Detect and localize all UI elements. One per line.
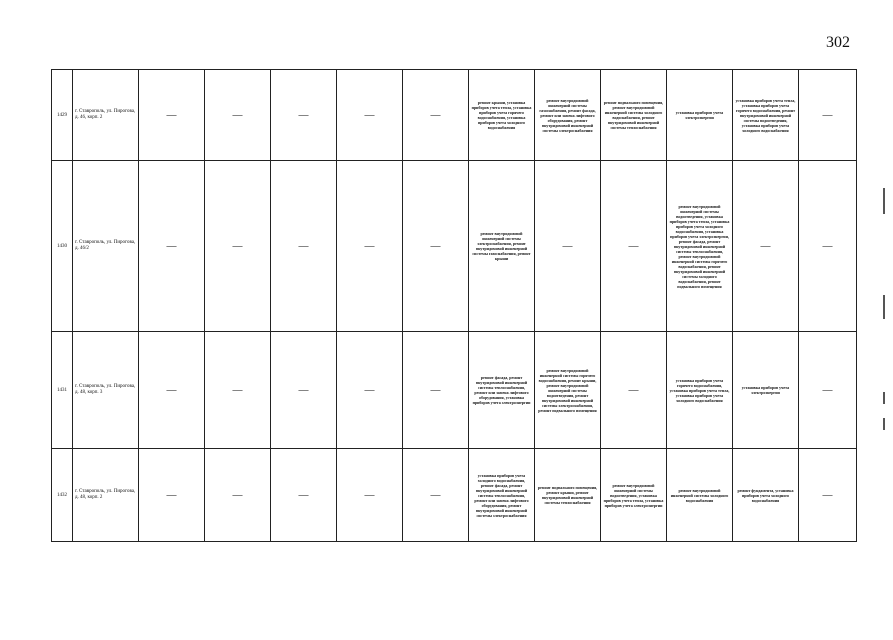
capital-repair-table — [51, 69, 857, 542]
table-cell: — — [601, 332, 667, 449]
work-list-cell: ремонт внутридомовой инженерной системы электроснабжения, ремонт внутридомовой инженерной системы газоснабжения, ремонт крыши — [469, 161, 535, 332]
page-number: 302 — [826, 34, 850, 51]
row-number: 1430 — [52, 161, 73, 332]
table-cell: — — [139, 449, 205, 542]
table-cell: — — [205, 161, 271, 332]
table-cell: — — [799, 161, 857, 332]
table-cell: — — [271, 449, 337, 542]
table-cell: — — [139, 332, 205, 449]
work-list-cell: ремонт внутридомовой инженерной системы холодного водоснабжения — [667, 449, 733, 542]
table-cell: — — [205, 449, 271, 542]
table-cell: — — [205, 70, 271, 161]
work-list-cell: ремонт фундамента, установка приборов учета холодного водоснабжения — [733, 449, 799, 542]
table-cell: — — [205, 332, 271, 449]
work-list-cell: установка приборов учета горячего водоснабжения, установка приборов учета тепла, установка приборов учета холодного водоснабжения — [667, 332, 733, 449]
table-row — [52, 70, 857, 161]
table-row — [52, 449, 857, 542]
table-cell: — — [271, 161, 337, 332]
table-cell: — — [337, 161, 403, 332]
work-list-cell: ремонт подвального помещения, ремонт крыши, ремонт внутридомовой инженерной системы теплоснабжения — [535, 449, 601, 542]
address-cell: г. Ставрополь, ул. Пирогова, д. 48, корп. 2 — [73, 449, 139, 542]
scan-edge-mark — [883, 295, 885, 319]
row-number: 1432 — [52, 449, 73, 542]
table-cell: — — [601, 161, 667, 332]
row-number: 1429 — [52, 70, 73, 161]
work-list-cell: ремонт подвального помещения, ремонт внутридомовой инженерной системы холодного водоснабжения, ремонт внутридомовой инженерной системы теплоснабжения — [601, 70, 667, 161]
scan-edge-mark — [883, 188, 885, 214]
table-cell: — — [535, 161, 601, 332]
table-cell: — — [337, 70, 403, 161]
work-list-cell: установка приборов учета электроэнергии — [733, 332, 799, 449]
table-cell: — — [139, 70, 205, 161]
address-cell: г. Ставрополь, ул. Пирогова, д. 48, корп. 3 — [73, 332, 139, 449]
work-list-cell: установка приборов учета холодного водоснабжения, ремонт фасада, ремонт внутридомовой инженерной системы теплоснабжения, ремонт или замена лифтового оборудования, ремонт внутридомовой инженерной системы электроснабжения — [469, 449, 535, 542]
table-cell: — — [403, 449, 469, 542]
work-list-cell: ремонт внутридомовой инженерной системы водоотведения, установка приборов учета тепла, установка приборов учета холодного водоснабжения, установка приборов учета электроэнергии, ремонт фасада, ремонт внутридомовой инженерной системы теплоснабжения, ремонт внутридомовой инженерной системы горячего водоснабжения, ремонт внутридомовой инженерной системы холодного водоснабжения, ремонт подвального помещения — [667, 161, 733, 332]
address-cell: г. Ставрополь, ул. Пирогова, д. 46/2 — [73, 161, 139, 332]
table-cell: — — [139, 161, 205, 332]
work-list-cell: установка приборов учета тепла, установка приборов учета горячего водоснабжения, ремонт внутридомовой инженерной системы водоотведения, установка приборов учета холодного водоснабжения — [733, 70, 799, 161]
table-cell: — — [403, 332, 469, 449]
table-cell: — — [733, 161, 799, 332]
table-cell: — — [271, 332, 337, 449]
row-number: 1431 — [52, 332, 73, 449]
work-list-cell: ремонт внутридомовой инженерной системы водоотведения, установка приборов учета тепла, установка приборов учета электроэнергии — [601, 449, 667, 542]
work-list-cell: ремонт крыши, установка приборов учета тепла, установка приборов учета горячего водоснабжения, установка приборов учета холодного водоснабжения — [469, 70, 535, 161]
table-cell: — — [799, 332, 857, 449]
scan-edge-mark — [883, 418, 885, 430]
work-list-cell: ремонт внутридомовой инженерной системы горячего водоснабжения, ремонт крыши, ремонт внутридомовой инженерной системы водоотведения, ремонт внутридомовой инженерной системы электроснабжения, ремонт подвального помещения — [535, 332, 601, 449]
scan-edge-mark — [883, 392, 885, 404]
address-cell: г. Ставрополь, ул. Пирогова, д. 46, корп. 2 — [73, 70, 139, 161]
table-cell: — — [799, 70, 857, 161]
table-cell: — — [403, 161, 469, 332]
table-cell: — — [337, 332, 403, 449]
work-list-cell: ремонт фасада, ремонт внутридомовой инженерной системы теплоснабжения, ремонт или замена лифтового оборудования, установка приборов учета электроэнергии — [469, 332, 535, 449]
table-cell: — — [403, 70, 469, 161]
table-row — [52, 161, 857, 332]
table-cell: — — [337, 449, 403, 542]
table-row — [52, 332, 857, 449]
table-cell: — — [799, 449, 857, 542]
work-list-cell: установка приборов учета электроэнергии — [667, 70, 733, 161]
table-cell: — — [271, 70, 337, 161]
work-list-cell: ремонт внутридомовой инженерной системы газоснабжения, ремонт фасада, ремонт или замена лифтового оборудования, ремонт внутридомовой инженерной системы электроснабжения — [535, 70, 601, 161]
